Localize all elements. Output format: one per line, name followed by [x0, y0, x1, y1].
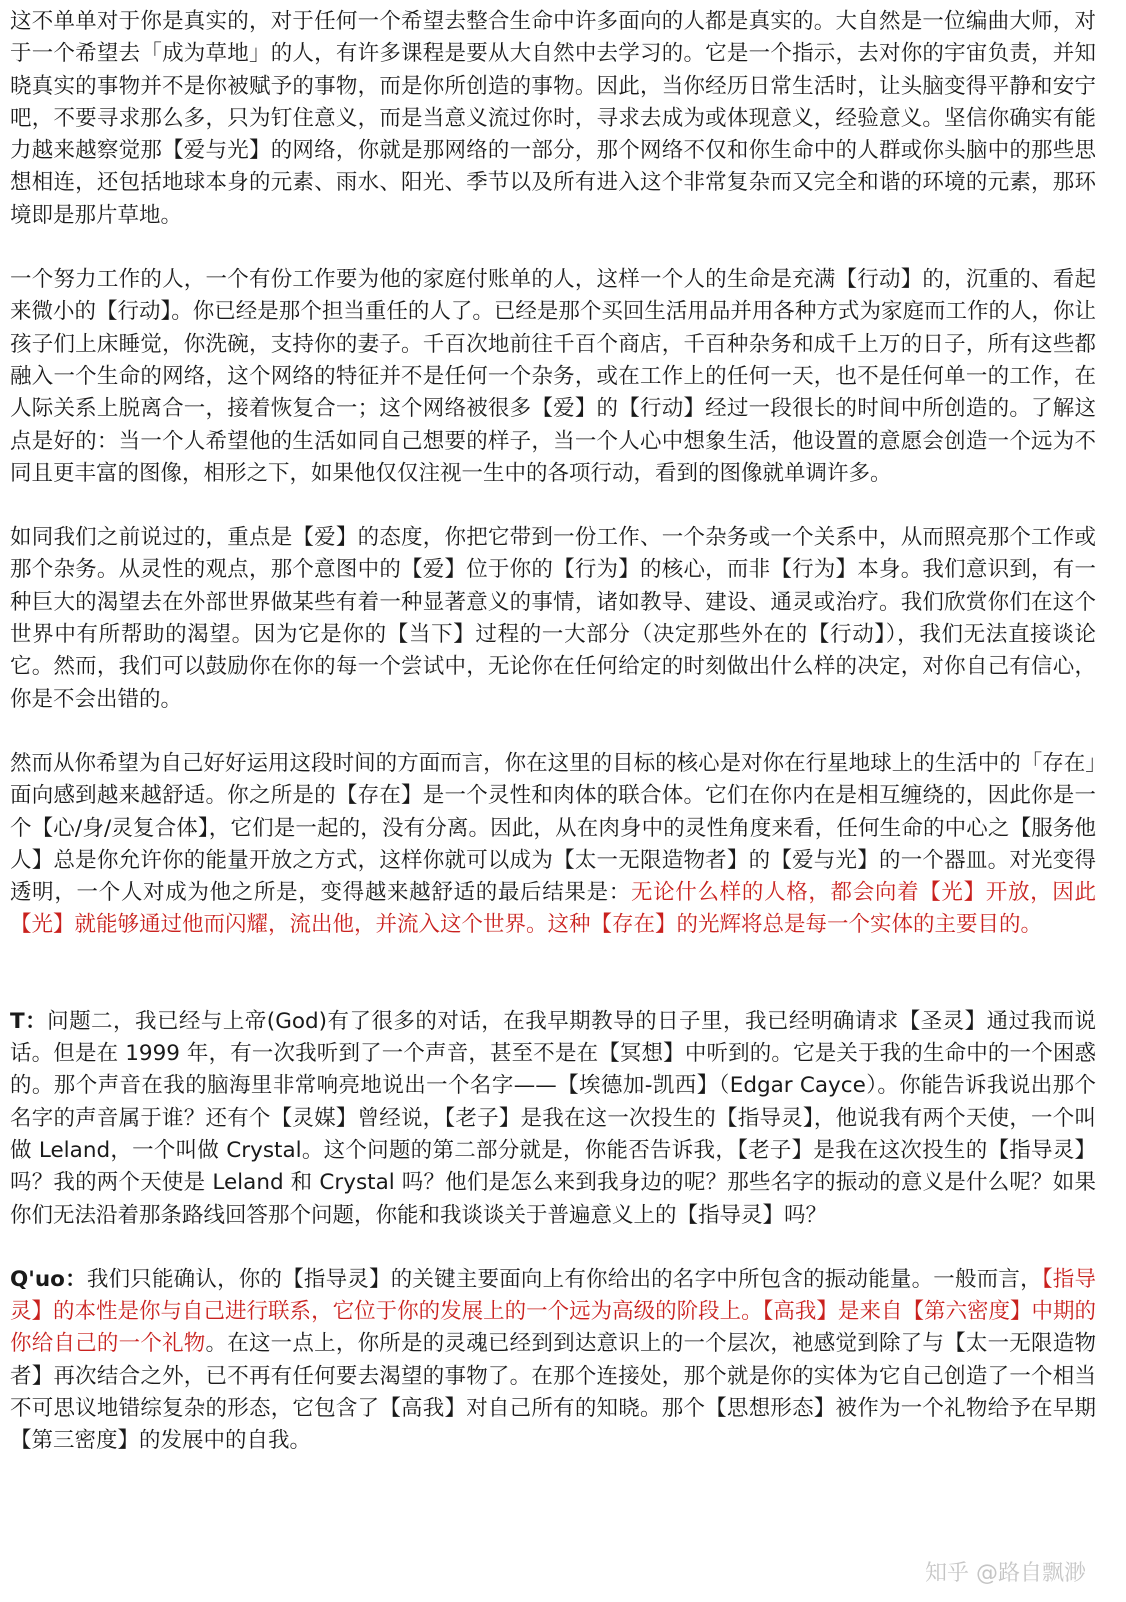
section-spacer [10, 942, 1096, 1006]
paragraph-2 [10, 264, 1096, 490]
zhihu-watermark: 知乎 @路自飘渺 [925, 1561, 1086, 1586]
paragraph-2-text: 一个努力工作的人，一个有份工作要为他的家庭付账单的人，这样一个人的生命是充满【行动】的，沉重的、看起来微小的【行动】。你已经是那个担当重任的人了。已经是那个买回生活用品并用各种方式为家庭而工作的人，你让孩子们上床睡觉，你洗碗，支持你的妻子。千百次地前往千百个商店，千百种杂务和成千上万的日子，所有这些都融入一个生命的网络，这个网络的特征并不是任何一个杂务，或在工作上的任何一天，也不是任何单一的工作，在人际关系上脱离合一，接着恢复合一；这个网络被很多【爱】的【行动】经过一段很长的时间中所创造的。了解这点是好的：当一个人希望他的生活如同自己想要的样子，当一个人心中想象生活，他设置的意愿会创造一个远为不同且更丰富的图像，相形之下，如果他仅仅注视一生中的各项行动，看到的图像就单调许多。 [10, 267, 1096, 486]
paragraph-4 [10, 748, 1096, 942]
paragraph-1 [10, 6, 1096, 232]
paragraph-1-text: 这不单单对于你是真实的，对于任何一个希望去整合生命中许多面向的人都是真实的。大自然是一位编曲大师，对于一个希望去「成为草地」的人，有许多课程是要从大自然中去学习的。它是一个指示，去对你的宇宙负责，并知晓真实的事物并不是你被赋予的事物，而是你所创造的事物。因此，当你经历日常生活时，让头脑变得平静和安宁吧，不要寻求那么多，只为钉住意义，而是当意义流过你时，寻求去成为或体现意义，经验意义。坚信你确实有能力越来越察觉那【爱与光】的网络，你就是那网络的一部分，那个网络不仅和你生命中的人群或你头脑中的那些思想相连，还包括地球本身的元素、雨水、阳光、季节以及所有进入这个非常复杂而又完全和谐的环境的元素，那环境即是那片草地。 [10, 9, 1096, 228]
paragraph-spacer [10, 490, 1096, 522]
paragraph-4-text: 然而从你希望为自己好好运用这段时间的方面而言，你在这里的目标的核心是对你在行星地球上的生活中的「存在」面向感到越来越舒适。你之所是的【存在】是一个灵性和肉体的联合体。它们在你内在是相互缠绕的，因此你是一个【心/身/灵复合体】，它们是一起的，没有分离。因此，从在肉身中的灵性角度来看，任何生命的中心之【服务他人】总是你允许你的能量开放之方式，这样你就可以成为【太一无限造物者】的【爱与光】的一个器皿。对光变得透明，一个人对成为他之所是，变得越来越舒适的最后结果是： [10, 750, 1096, 906]
answer-text-2: 。在这一点上，你所是的灵魂已经到到达意识上的一个层次，祂感觉到除了与【太一无限造物者】再次结合之外，已不再有任何要去渴望的事物了。在那个连接处，那个就是你的实体为它自己创造了一个相当不可思议地错综复杂的形态，它包含了【高我】对自己所有的知晓。那个【思想形态】被作为一个礼物给予在早期【第三密度】的发展中的自我。 [10, 1331, 1096, 1454]
answer-highlight: 【指导灵】的本性是你与自己进行联系，它位于你的发展上的一个远为高级的阶段上。【高我】是来自【第六密度】中期的你给自己的一个礼物 [10, 1266, 1097, 1357]
paragraph-spacer [10, 1232, 1096, 1264]
paragraph-3 [10, 522, 1096, 716]
question-text: 问题二，我已经与上帝(God)有了很多的对话，在我早期教导的日子里，我已经明确请求【圣灵】通过我而说话。但是在 1999 年，有一次我听到了一个声音，甚至不是在【冥想】中听到的。它是关于我的生命中的一个困惑的。那个声音在我的脑海里非常响亮地说出一个名字——【埃德加-凯西】（Edgar Cayce）。你能告诉我说出那个名字的声音属于谁？还有个【灵媒】曾经说，【老子】是我在这一次投生的【指导灵】，他说我有两个天使，一个叫做 Leland，一个叫做 Crystal。这个问题的第二部分就是，你能否告诉我，【老子】是我在这次投生的【指导灵】吗？我的两个天使是 Leland 和 Crystal 吗？他们是怎么来到我身边的呢？那些名字的振动的意义是什么呢？如果你们无法沿着那条路线回答那个问题，你能和我谈谈关于普遍意义上的【指导灵】吗？ [10, 1008, 1096, 1228]
paragraph-spacer [10, 716, 1096, 748]
paragraph-3-text: 如同我们之前说过的，重点是【爱】的态度，你把它带到一份工作、一个杂务或一个关系中，从而照亮那个工作或那个杂务。从灵性的观点，那个意图中的【爱】位于你的【行为】的核心，而非【行为】本身。我们意识到，有一种巨大的渴望去在外部世界做某些有着一种显著意义的事情，诸如教导、建设、通灵或治疗。我们欣赏你们在这个世界中有所帮助的渴望。因为它是你的【当下】过程的一大部分（决定那些外在的【行动】），我们无法直接谈论它。然而，我们可以鼓励你在你的每一个尝试中，无论你在任何给定的时刻做出什么样的决定，对你自己有信心，你是不会出错的。 [10, 525, 1096, 712]
question-paragraph [10, 1006, 1096, 1232]
paragraph-4-highlight: 无论什么样的人格，都会向着【光】开放，因此【光】就能够通过他而闪耀，流出他，并流入这个世界。这种【存在】的光辉将总是每一个实体的主要目的。 [10, 880, 1096, 938]
answer-text-1: 我们只能确认，你的【指导灵】的关键主要面向上有你给出的名字中所包含的振动能量。一般而言， [86, 1266, 1042, 1292]
document-body [10, 6, 1096, 1458]
answer-paragraph [10, 1264, 1096, 1458]
speaker-label-t: T： [10, 1008, 48, 1034]
speaker-label-quo: Q'uo： [10, 1266, 87, 1292]
paragraph-spacer [10, 232, 1096, 264]
